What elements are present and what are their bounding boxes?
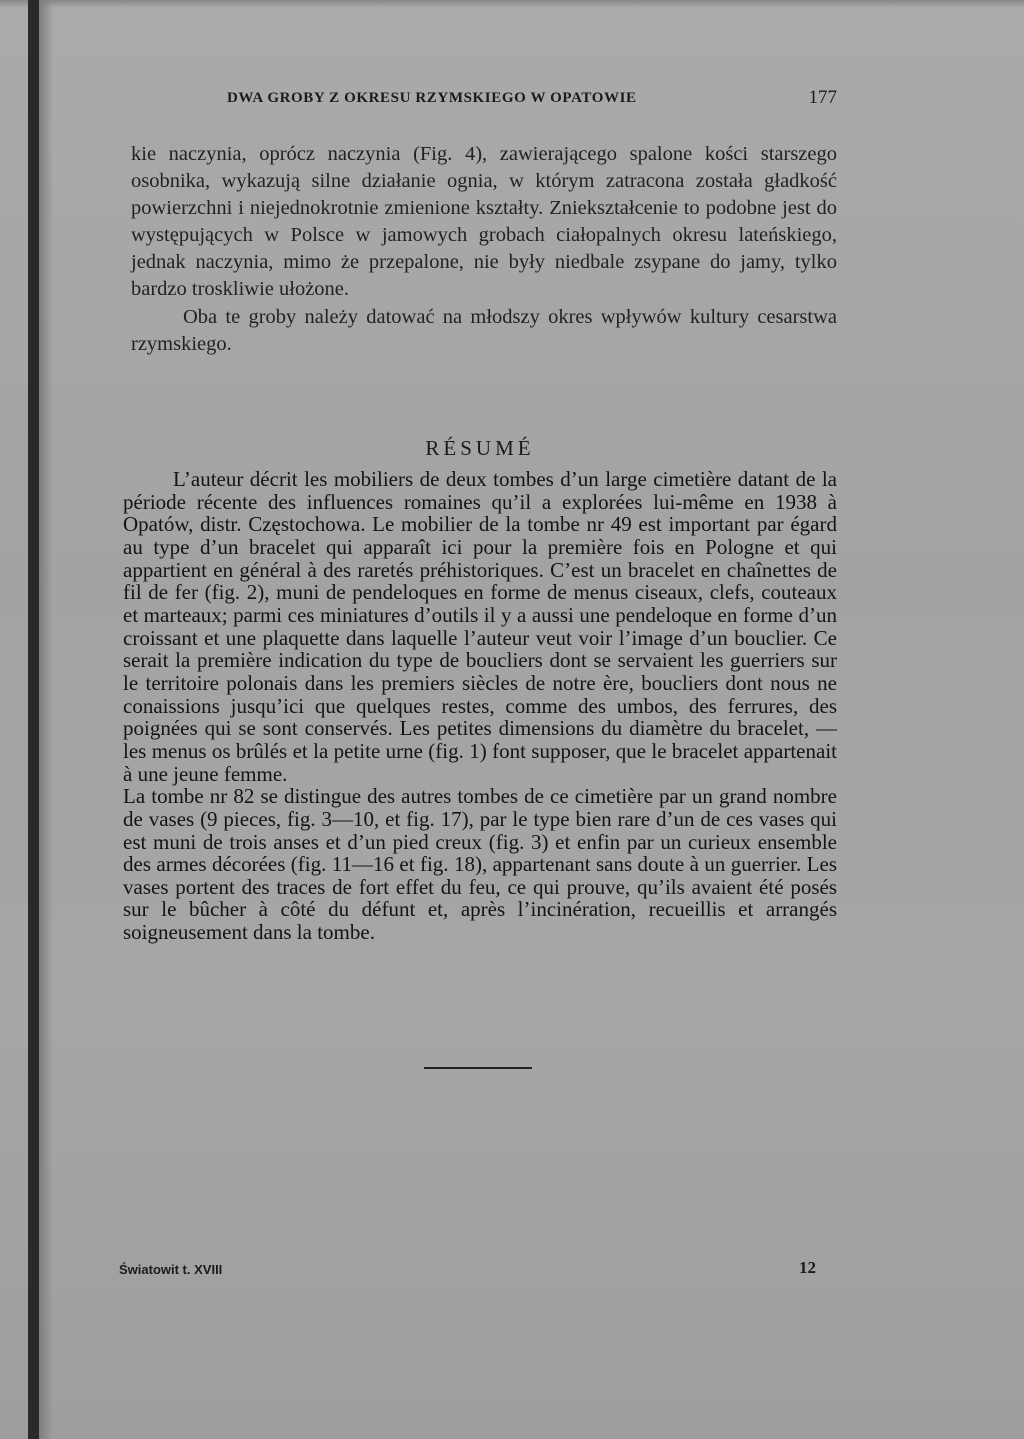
running-title: DWA GROBY Z OKRESU RZYMSKIEGO W OPATOWIE (227, 90, 637, 106)
book-spine-shadow (28, 0, 39, 1439)
footer-sheet-number: 12 (799, 1258, 816, 1277)
running-header (227, 87, 837, 114)
page-number: 177 (808, 87, 837, 108)
resume-paragraph-2: La tombe nr 82 se distingue des autres tombes de ce cimetière par un grand nombre de vases (9 pieces, fig. 3—10, et fig. 17), par le type bien rare d’un de ces vases qui est muni de trois anses et d’un pied creux (fig. 3) et enfin par un curieux ensemble des armes décorées (fig. 11—16 et fig. 18), appartenant sans doute à un guerrier. Les vases portent des traces de fort effet du feu, ce qui prouve, qu’ils avaient été posés sur le bûcher à côté du défunt et, après l’incinération, recueillis et arrangés soigneusement dans la tombe. (123, 784, 837, 945)
resume-text-block (123, 468, 837, 944)
gutter-shading (39, 0, 53, 1439)
footer-journal: Światowit t. XVIII (119, 1262, 223, 1277)
polish-text-block (131, 141, 837, 358)
page-top-edge (0, 0, 1024, 8)
polish-paragraph-2: Oba te groby należy datować na młodszy okres wpływów kultury cesarstwa rzymskiego. (131, 305, 837, 355)
resume-heading: RÉSUMÉ (425, 436, 535, 460)
resume-paragraph-1: L’auteur décrit les mobiliers de deux tombes d’un large cimetière datant de la période récente des influences romaines qu’il a explorées lui-même en 1938 à Opatów, distr. Częstochowa. Le mobilier de la tombe nr 49 est important par égard au type d’un bracelet qui apparaît ici pour la première fois en Pologne et qui appartient en général à des raretés préhistoriques. C’est un bracelet en chaînettes de fil de fer (fig. 2), muni de pendeloques en forme de menus ciseaux, clefs, couteaux et marteaux; parmi ces miniatures d’outils il y a aussi une pendeloque en forme d’un croissant et une plaquette dans laquelle l’auteur veut voir l’image d’un bouclier. Ce serait la première indication du type de boucliers dont se servaient les guerriers sur le territoire polonais dans les premiers siècles de notre ère, boucliers dont nous ne conaissions jusqu’ici que quelques restes, comme des umbos, des ferrures, des poignées qui se sont conservés. Les petites dimensions du diamètre du bracelet, — les menus os brûlés et la petite urne (fig. 1) font supposer, que le bracelet appartenait à une jeune femme. (123, 467, 837, 786)
end-rule (424, 1067, 532, 1069)
polish-paragraph-1: kie naczynia, oprócz naczynia (Fig. 4), zawierającego spalone kości starszego osobnika, wykazują silne działanie ognia, w którym zatracona została gładkość powierzchni i niejednokrotnie zmienione kształty. Zniekształcenie to podobne jest do występujących w Polsce w jamowych grobach ciałopalnych okresu lateńskiego, jednak naczynia, mimo że przepalone, nie były niedbale zsypane do jamy, tylko bardzo troskliwie ułożone. (131, 143, 837, 301)
